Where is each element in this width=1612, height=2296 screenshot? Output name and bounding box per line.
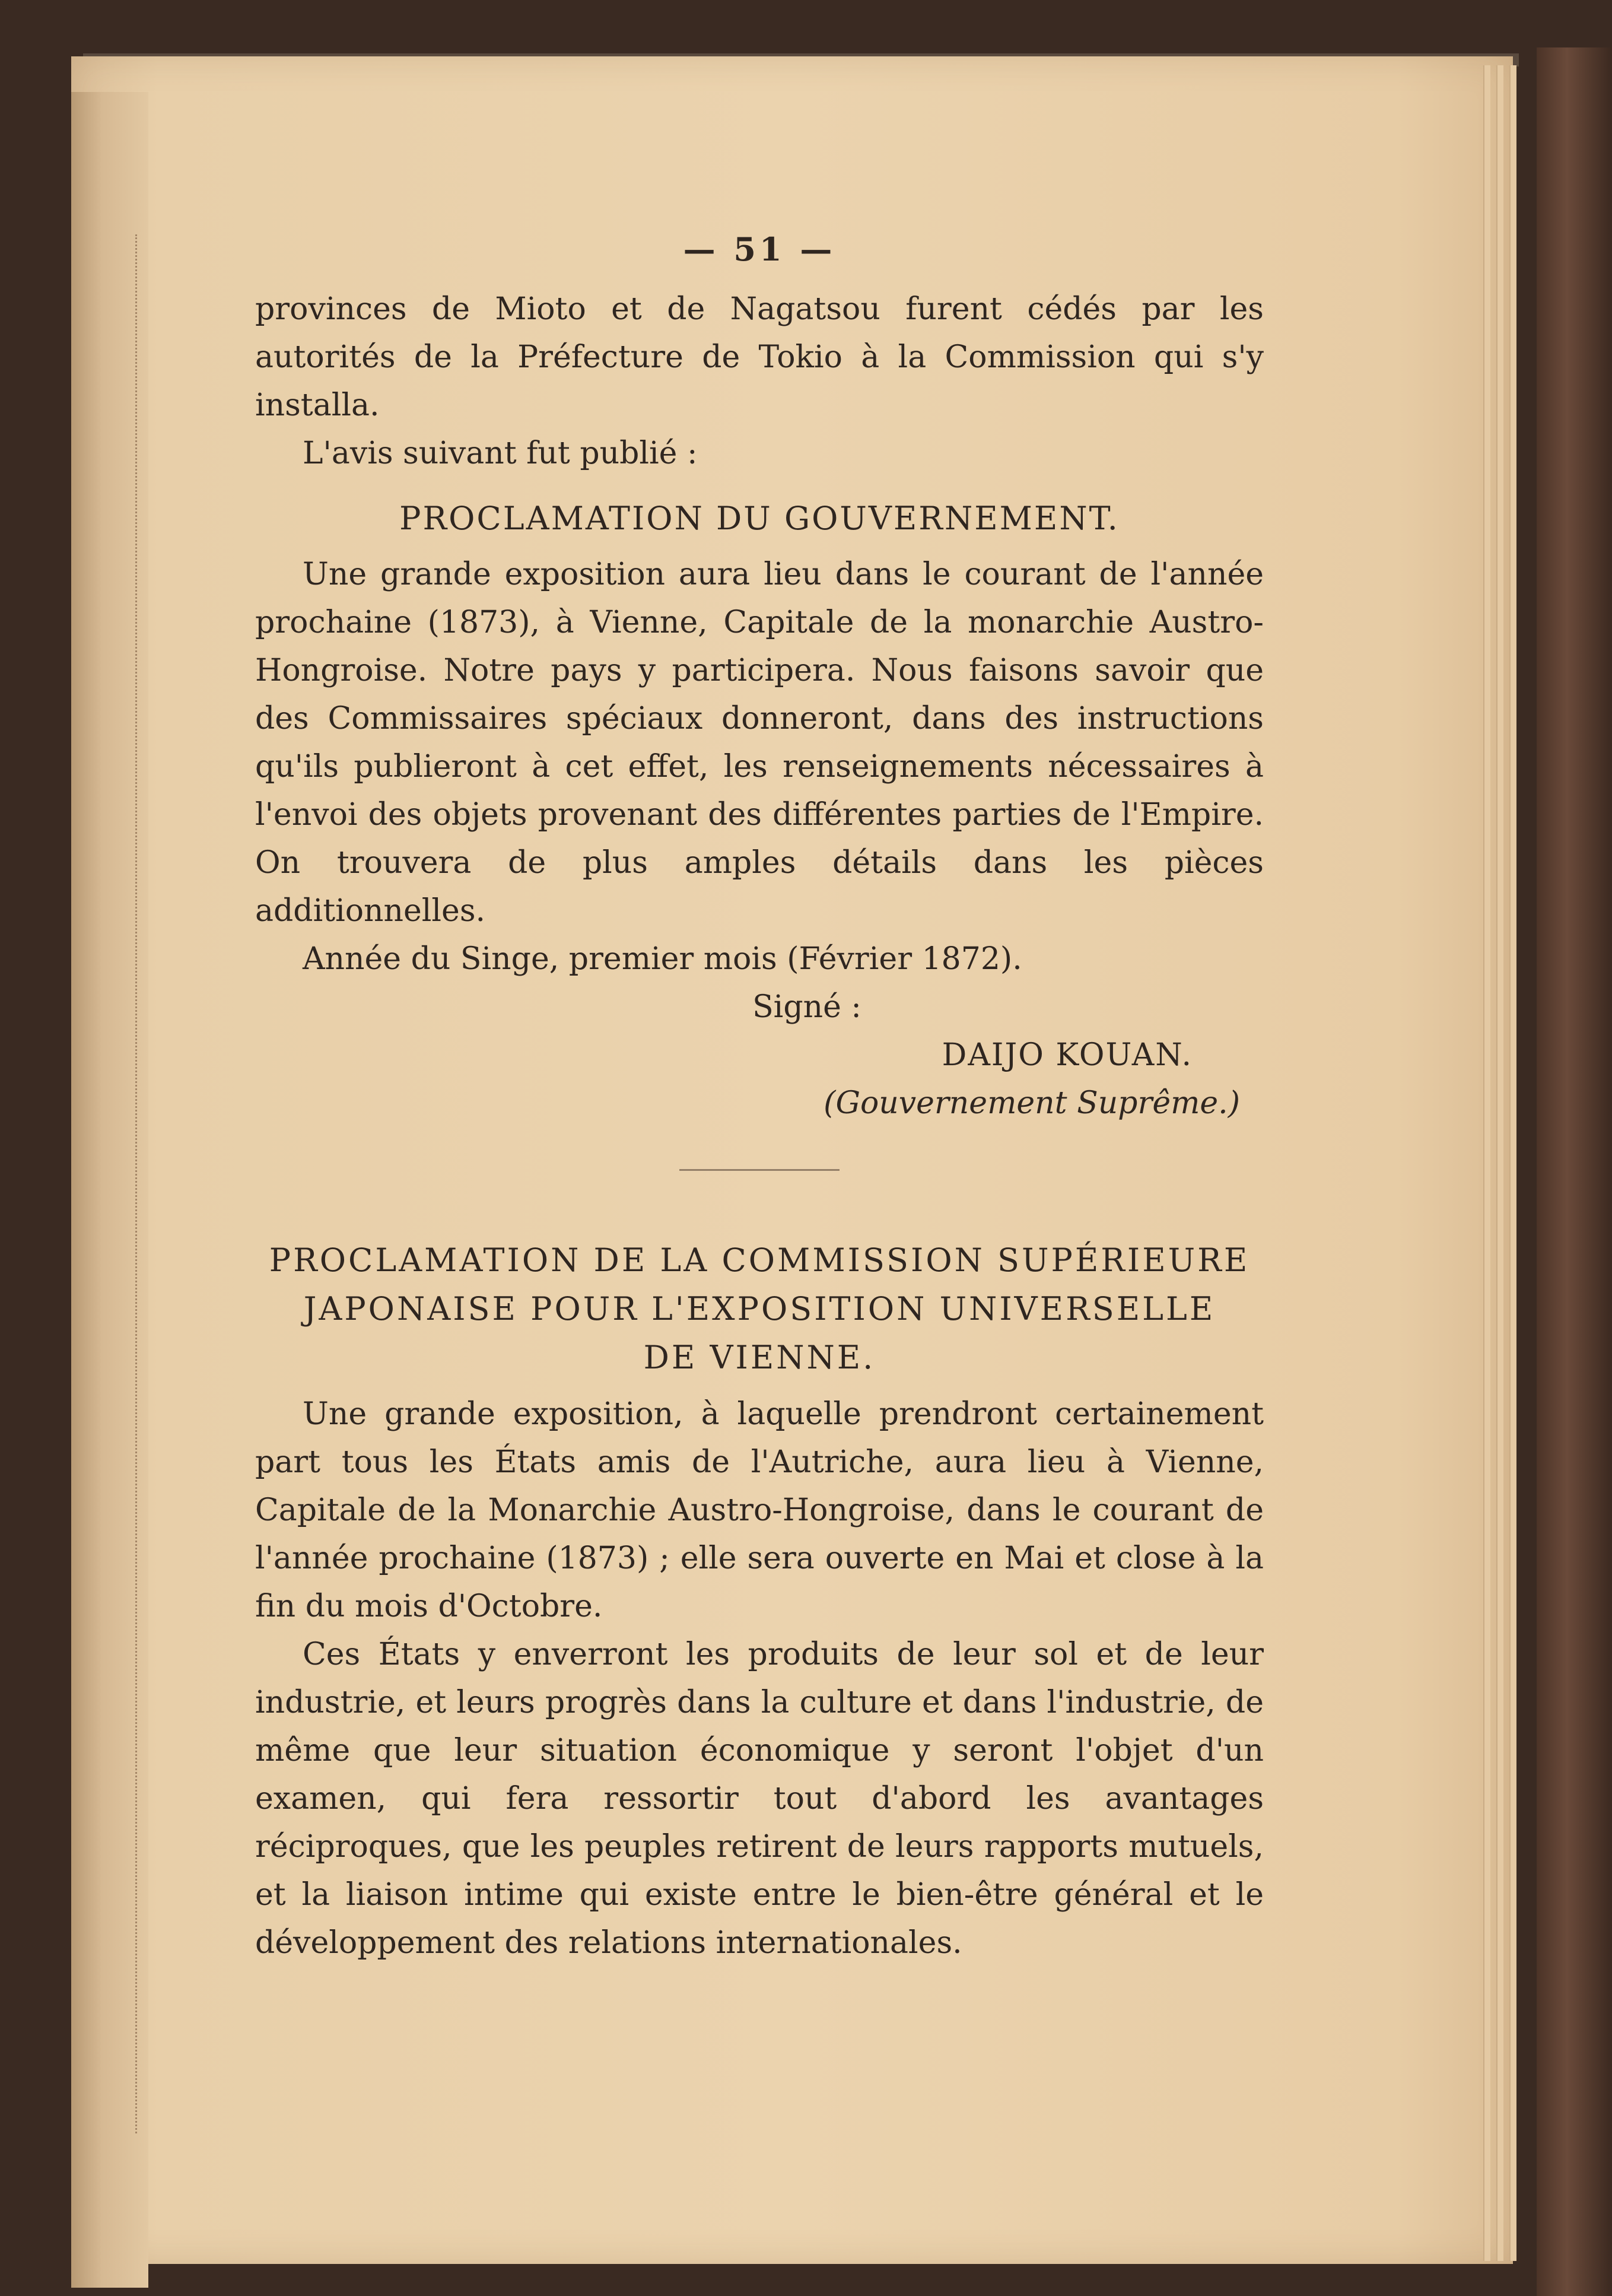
proclamation-government-body: Une grande exposition aura lieu dans le courant de l'année prochaine (1873), à Vienne, Capitale de la monarchie Austro-Hongroise. Notre pays y participera. Nous faisons savoir que des Commissaires spéciaux donneront, dans des instructions qu'ils publieront à cet effet, les renseignements nécessaires à l'envoi des objets provenant des différentes parties de l'Empire. On trouvera de plus amples détails dans les pièces additionnelles. (255, 557, 1264, 929)
page-stack-edge (1509, 65, 1516, 2261)
section-separator (679, 1169, 840, 1171)
proclamation-commission-title (255, 1236, 1264, 1382)
page-number: — 51 — (683, 230, 836, 268)
page-stack-edge (1496, 65, 1503, 2261)
proclamation-government-date: Année du Singe, premier mois (Février 1872). (303, 941, 1022, 977)
page-text (255, 226, 1264, 1967)
title-line: DE VIENNE. (643, 1339, 876, 1376)
commission-paragraph-2: Ces États y enverront les produits de leur sol et de leur industrie, et leurs progrès dans la culture et dans l'industrie, de même que leur situation économique y seront l'objet d'un examen, qui fera ressortir tout d'abord les avantages réciproques, que les peuples retirent de leurs rapports mutuels, et la liaison intime qui existe entre le bien-être général et le développement des relations internationales. (255, 1637, 1264, 1961)
title-line: JAPONAISE POUR L'EXPOSITION UNIVERSELLE (303, 1290, 1216, 1328)
title-line: PROCLAMATION DE LA COMMISSION SUPÉRIEURE (269, 1241, 1250, 1279)
signer-gloss: (Gouvernement Suprême.) (824, 1085, 1240, 1121)
continuation-paragraph: provinces de Mioto et de Nagatsou furent cédés par les autorités de la Préfecture de Tokio à la Commission qui s'y installa. (255, 291, 1264, 423)
book-cover-edge (1537, 47, 1612, 2296)
page-stack-edge (1483, 65, 1490, 2261)
signed-label: Signé : (752, 989, 861, 1025)
proclamation-government-title: PROCLAMATION DU GOUVERNEMENT. (399, 500, 1120, 537)
intro-line: L'avis suivant fut publié : (303, 436, 698, 471)
commission-paragraph-1: Une grande exposition, à laquelle prendront certainement part tous les États amis de l'Autriche, aura lieu à Vienne, Capitale de la Monarchie Austro-Hongroise, dans le courant de l'année prochaine (1873) ; elle sera ouverte en Mai et close à la fin du mois d'Octobre. (255, 1396, 1264, 1624)
signer-name: DAIJO KOUAN. (942, 1037, 1193, 1073)
binding-stitches (135, 234, 141, 2133)
